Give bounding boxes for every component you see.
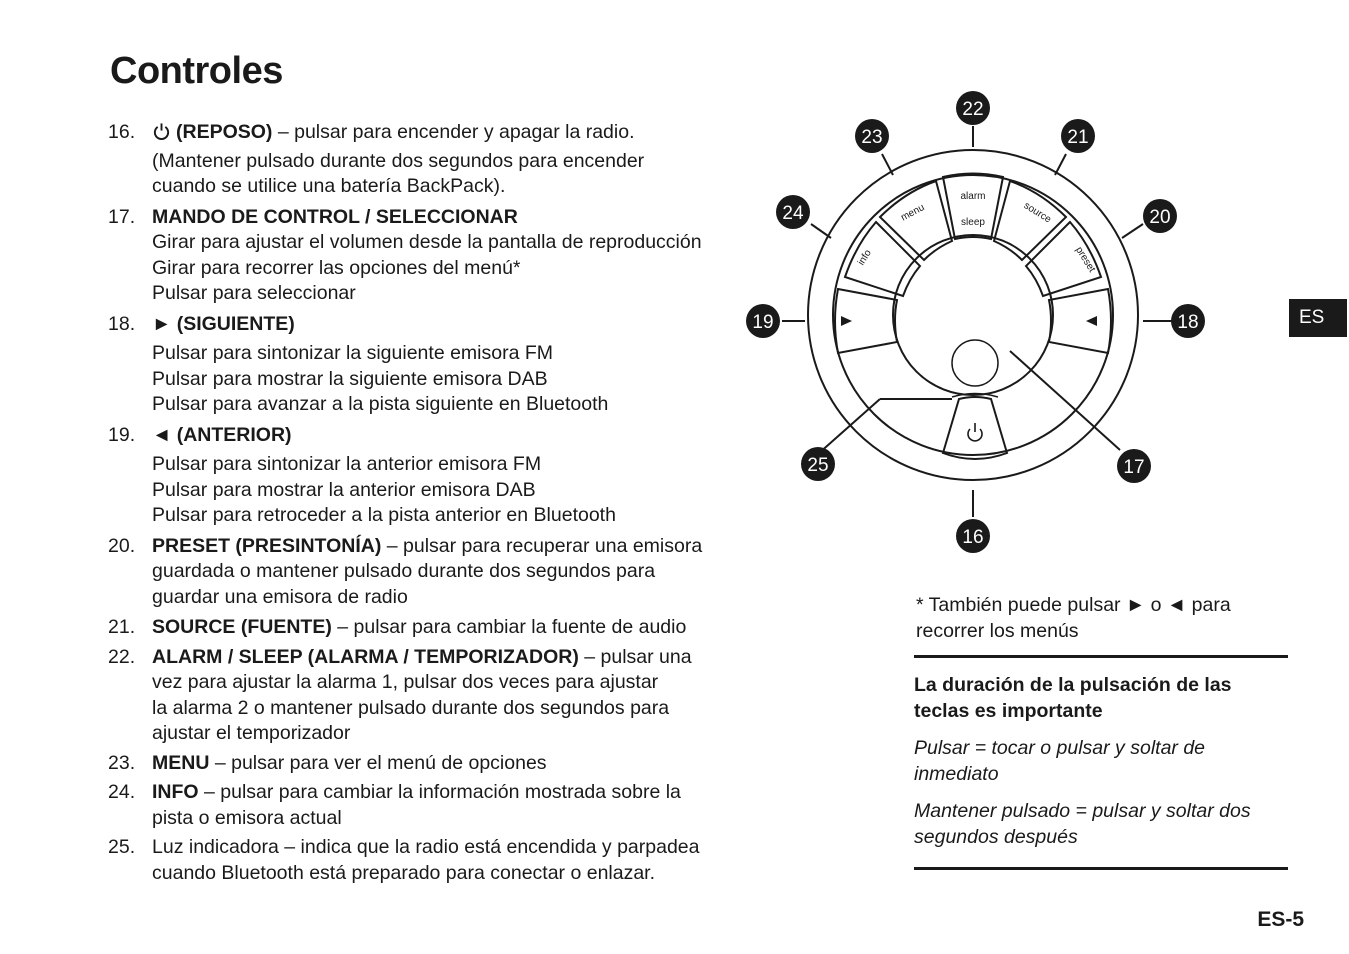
- item-text: – pulsar para cambiar la fuente de audio: [331, 616, 687, 638]
- item-label: PRESET (PRESINTONÍA): [152, 534, 382, 557]
- svg-text:24: 24: [782, 203, 804, 224]
- item-label: ► (SIGUIENTE): [152, 312, 295, 335]
- item-line: Pulsar para retroceder a la pista anterior en Bluetooth: [152, 504, 616, 526]
- item-number: 23.: [108, 751, 136, 774]
- item-number: 20.: [108, 534, 136, 557]
- callout-20: [1143, 199, 1177, 233]
- divider-top: [914, 655, 1288, 658]
- item-number: 18.: [108, 312, 136, 335]
- item-number: 25.: [108, 836, 136, 858]
- callout-21: [1061, 119, 1095, 153]
- item-line: (Mantener pulsado durante dos segundos para encender: [152, 149, 645, 172]
- item-label: (REPOSO): [176, 121, 273, 143]
- item-text: – pulsar para ver el menú de opciones: [209, 751, 547, 774]
- callout-22: [956, 91, 990, 125]
- alarm-button-label: alarm: [960, 191, 986, 202]
- footnote-line: * También puede pulsar ► o ◄ para: [916, 594, 1231, 616]
- controls-list: [108, 120, 758, 886]
- item-text: – pulsar para encender y apagar la radio.: [272, 121, 635, 143]
- callout-25: [801, 447, 835, 481]
- indicator-light: [952, 340, 998, 386]
- callout-16: [956, 519, 990, 553]
- list-item-23: [108, 751, 758, 777]
- list-item-25: [108, 835, 758, 886]
- callout-18: [1171, 304, 1205, 338]
- svg-text:16: 16: [962, 527, 984, 548]
- item-text: – pulsar una: [578, 645, 692, 668]
- svg-text:22: 22: [962, 99, 984, 120]
- item-line: Girar para recorrer las opciones del menú*: [152, 256, 521, 279]
- control-knob: [893, 235, 1053, 395]
- callout-23: [855, 119, 889, 153]
- source-button: [994, 181, 1066, 260]
- item-label: ALARM / SLEEP (ALARMA / TEMPORIZADOR): [152, 645, 579, 668]
- svg-text:23: 23: [861, 127, 883, 148]
- list-item-19: [108, 423, 758, 529]
- callout-24: [776, 195, 810, 229]
- menu-button: [880, 181, 952, 260]
- menu-button-label: menu: [899, 202, 927, 224]
- footnote-line: recorrer los menús: [916, 620, 1079, 642]
- item-number: 24.: [108, 781, 136, 803]
- item-line: Pulsar para mostrar la siguiente emisora DAB: [152, 367, 548, 390]
- info-button-label: info: [855, 247, 874, 268]
- item-line: Girar para ajustar el volumen desde la pantalla de reproducción: [152, 231, 702, 253]
- svg-text:19: 19: [752, 312, 774, 333]
- alarm-sleep-button: [943, 174, 1003, 240]
- svg-text:17: 17: [1123, 457, 1145, 478]
- item-line: pista o emisora actual: [152, 806, 342, 829]
- svg-text:21: 21: [1067, 127, 1089, 148]
- item-text: – pulsar para recuperar una emisora: [381, 534, 703, 557]
- item-line: ajustar el temporizador: [152, 722, 351, 744]
- press-definition-line: inmediato: [914, 763, 999, 785]
- item-label: INFO: [152, 781, 199, 803]
- item-line: Pulsar para sintonizar la anterior emisora FM: [152, 453, 542, 475]
- footnote: [916, 592, 1296, 644]
- callout-19: [746, 304, 780, 338]
- item-number: 19.: [108, 423, 136, 446]
- item-line: guardada o mantener pulsado durante dos segundos para: [152, 560, 656, 582]
- item-label: ◄ (ANTERIOR): [152, 423, 292, 446]
- info-button: [845, 222, 920, 296]
- hold-definition-line: segundos después: [914, 826, 1078, 848]
- svg-text:20: 20: [1149, 207, 1171, 228]
- hold-definition: [914, 798, 1294, 850]
- item-text: Luz indicadora – indica que la radio está encendida y parpadea: [152, 836, 700, 858]
- item-line: vez para ajustar la alarma 1, pulsar dos veces para ajustar: [152, 671, 659, 693]
- language-tab: ES: [1289, 299, 1347, 337]
- list-item-22: [108, 645, 758, 747]
- item-line: guardar una emisora de radio: [152, 585, 408, 608]
- power-icon: [152, 122, 171, 149]
- control-panel-diagram: [740, 85, 1220, 565]
- item-text: – pulsar para cambiar la información mostrada sobre la: [198, 781, 681, 803]
- item-label: MANDO DE CONTROL / SELECCIONAR: [152, 205, 518, 228]
- item-number: 16.: [108, 121, 136, 143]
- item-number: 21.: [108, 616, 136, 638]
- list-item-21: [108, 615, 758, 641]
- page-number: ES-5: [1257, 908, 1304, 931]
- previous-arrow-icon: [841, 316, 852, 326]
- power-icon: [968, 423, 982, 441]
- importance-heading-line: teclas es importante: [914, 700, 1103, 722]
- item-line: Pulsar para mostrar la anterior emisora DAB: [152, 478, 536, 501]
- importance-heading: [914, 672, 1284, 724]
- next-arrow-icon: [1086, 316, 1097, 326]
- item-number: 17.: [108, 205, 136, 228]
- item-line: Pulsar para seleccionar: [152, 282, 356, 304]
- item-number: 22.: [108, 645, 136, 668]
- item-line: Pulsar para sintonizar la siguiente emisora FM: [152, 342, 554, 364]
- list-item-17: [108, 205, 758, 307]
- press-definition: [914, 735, 1294, 787]
- item-line: la alarma 2 o mantener pulsado durante dos segundos para: [152, 696, 670, 719]
- sleep-button-label: sleep: [961, 217, 985, 228]
- page-title: Controles: [110, 50, 283, 92]
- item-label: MENU: [152, 751, 210, 774]
- hold-definition-line: Mantener pulsado = pulsar y soltar dos: [914, 800, 1251, 822]
- list-item-20: [108, 534, 758, 611]
- item-line: Pulsar para avanzar a la pista siguiente en Bluetooth: [152, 393, 609, 415]
- next-button: [1049, 289, 1111, 353]
- item-line: cuando Bluetooth está preparado para conectar o enlazar.: [152, 861, 656, 884]
- preset-button-label: preset: [1073, 244, 1098, 275]
- callout-17: [1117, 449, 1151, 483]
- importance-heading-line: La duración de la pulsación de las: [914, 674, 1232, 696]
- svg-text:25: 25: [807, 455, 829, 476]
- press-definition-line: Pulsar = tocar o pulsar y soltar de: [914, 737, 1206, 759]
- list-item-16: [108, 120, 758, 200]
- list-item-24: [108, 780, 758, 831]
- item-line: cuando se utilice una batería BackPack).: [152, 175, 506, 197]
- source-button-label: source: [1021, 200, 1053, 226]
- svg-text:18: 18: [1177, 312, 1199, 333]
- divider-bottom: [914, 867, 1288, 870]
- list-item-18: [108, 312, 758, 418]
- item-label: SOURCE (FUENTE): [152, 616, 332, 638]
